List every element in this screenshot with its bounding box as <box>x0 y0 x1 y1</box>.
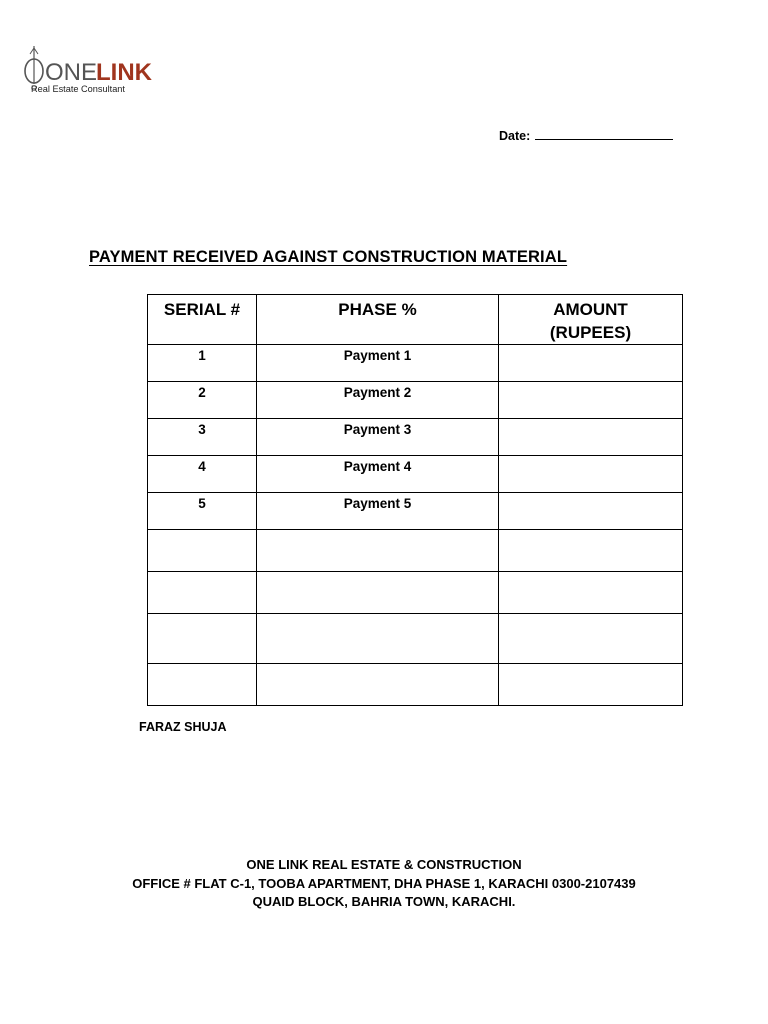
cell-phase <box>257 572 499 614</box>
cell-phase: Payment 3 <box>257 419 499 456</box>
header-serial: SERIAL # <box>148 295 257 345</box>
svg-text:LINK: LINK <box>96 59 152 86</box>
table-row <box>148 572 683 614</box>
table-row <box>148 419 683 456</box>
cell-serial <box>148 530 257 572</box>
cell-serial <box>148 664 257 706</box>
cell-amount <box>499 493 683 530</box>
cell-phase: Payment 2 <box>257 382 499 419</box>
table-row <box>148 345 683 382</box>
cell-phase: Payment 4 <box>257 456 499 493</box>
table-row <box>148 664 683 706</box>
signer-name: FARAZ SHUJA <box>139 720 227 734</box>
cell-amount <box>499 419 683 456</box>
date-label: Date: <box>499 129 531 143</box>
cell-amount <box>499 345 683 382</box>
cell-amount <box>499 530 683 572</box>
footer-branch-address: QUAID BLOCK, BAHRIA TOWN, KARACHI. <box>252 894 516 909</box>
cell-amount <box>499 664 683 706</box>
footer-company-name: ONE LINK REAL ESTATE & CONSTRUCTION <box>246 857 522 872</box>
cell-amount <box>499 614 683 664</box>
company-logo <box>22 44 162 98</box>
cell-serial: 3 <box>148 419 257 456</box>
table-row <box>148 614 683 664</box>
table-row <box>148 493 683 530</box>
cell-amount <box>499 382 683 419</box>
svg-text:ONE: ONE <box>45 59 98 86</box>
svg-text:Real Estate Consultant: Real Estate Consultant <box>31 84 125 94</box>
cell-phase <box>257 614 499 664</box>
cell-serial <box>148 614 257 664</box>
cell-serial: 2 <box>148 382 257 419</box>
cell-phase: Payment 5 <box>257 493 499 530</box>
header-amount: AMOUNT (RUPEES) <box>499 295 683 345</box>
table-header-row <box>148 295 683 345</box>
cell-serial: 1 <box>148 345 257 382</box>
header-phase: PHASE % <box>257 295 499 345</box>
footer-office-address: OFFICE # FLAT C-1, TOOBA APARTMENT, DHA PHASE 1, KARACHI 0300-2107439 <box>132 875 636 891</box>
payment-table <box>147 294 683 706</box>
document-title: PAYMENT RECEIVED AGAINST CONSTRUCTION MATERIAL <box>89 248 568 266</box>
cell-serial: 5 <box>148 493 257 530</box>
table-body <box>148 345 683 706</box>
cell-amount <box>499 572 683 614</box>
onelink-logo-graphic <box>22 44 162 98</box>
cell-phase <box>257 664 499 706</box>
cell-serial <box>148 572 257 614</box>
cell-amount <box>499 456 683 493</box>
footer-address <box>0 856 768 912</box>
date-field <box>499 128 673 143</box>
table-row <box>148 382 683 419</box>
cell-serial: 4 <box>148 456 257 493</box>
table-row <box>148 456 683 493</box>
date-blank-line <box>535 128 673 140</box>
table-row <box>148 530 683 572</box>
cell-phase: Payment 1 <box>257 345 499 382</box>
cell-phase <box>257 530 499 572</box>
